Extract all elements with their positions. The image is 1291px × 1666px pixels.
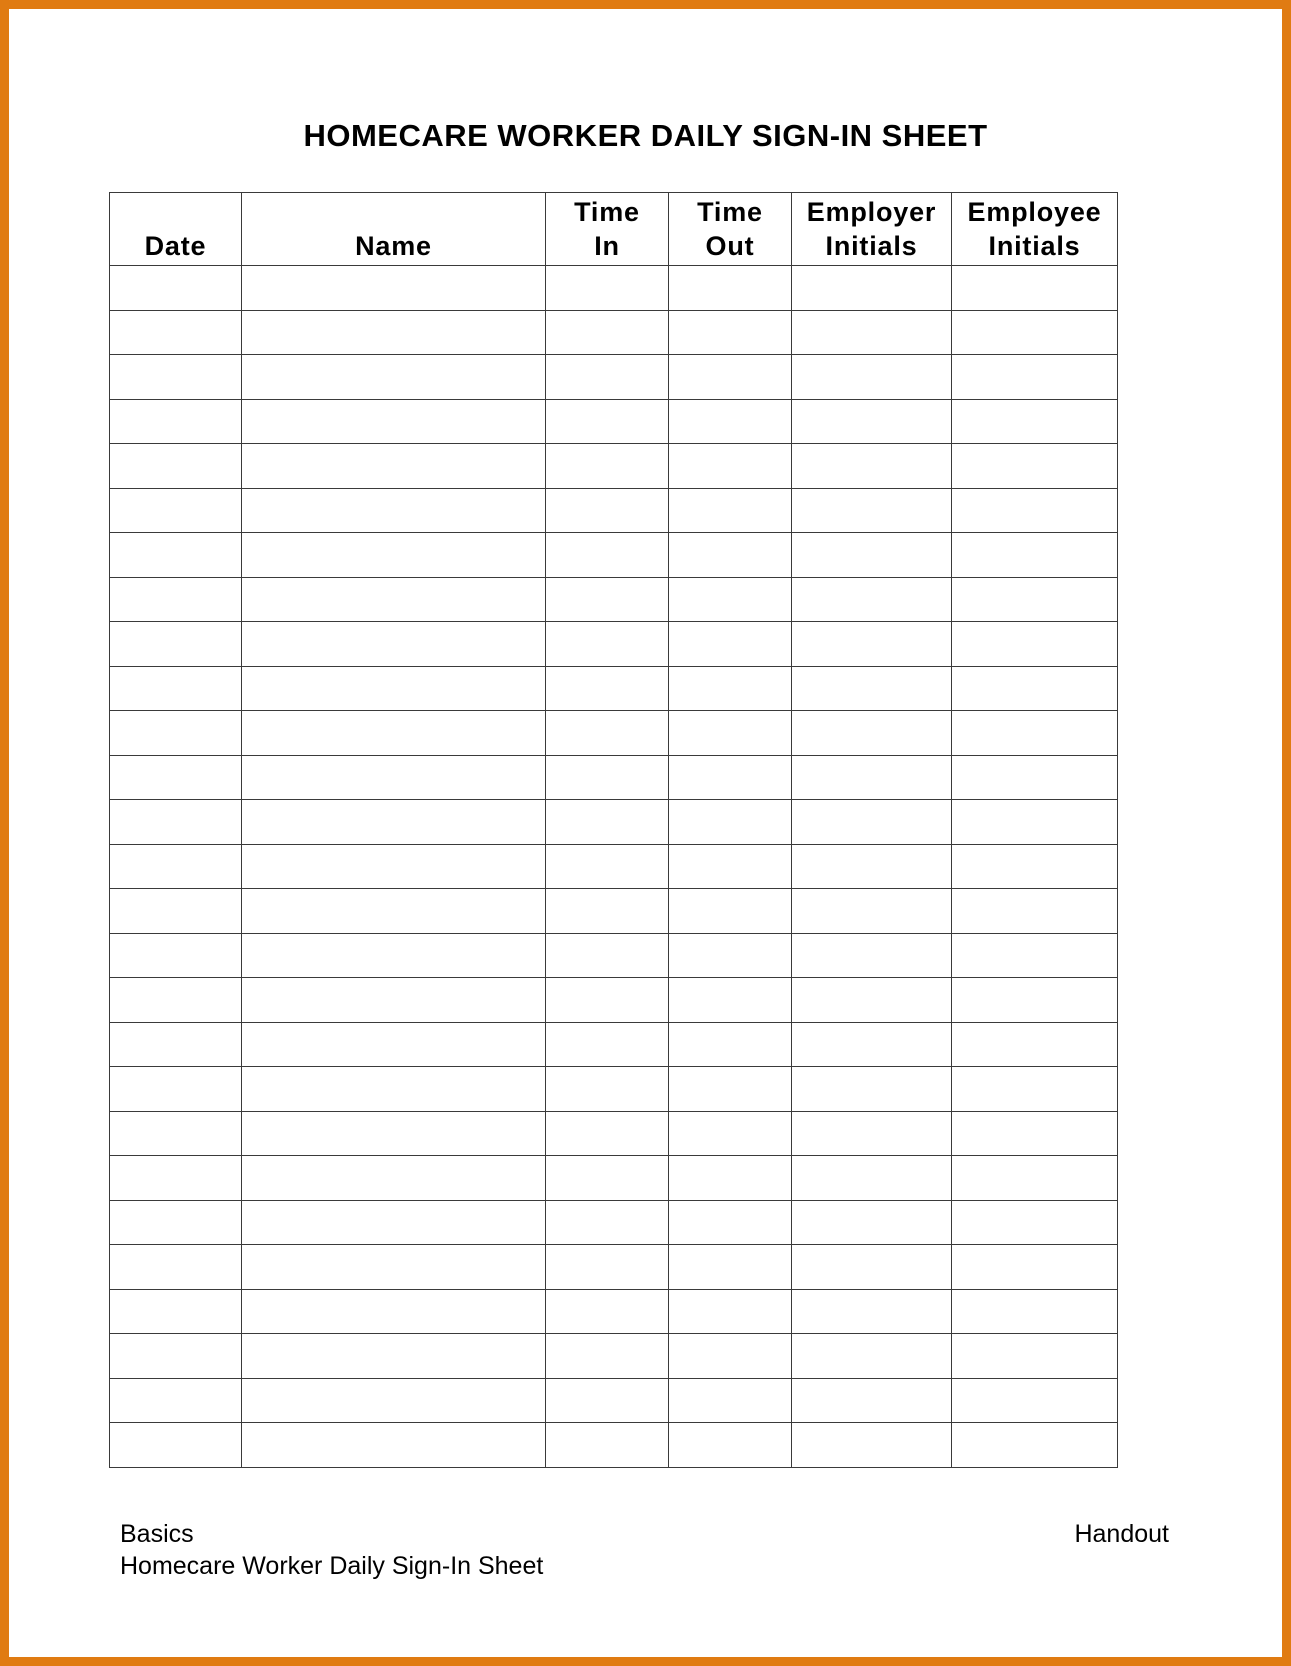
time-out-cell <box>669 399 792 444</box>
footer-section: Basics <box>120 1520 194 1548</box>
time-out-cell <box>669 488 792 533</box>
time-in-cell <box>546 1334 669 1379</box>
name-cell <box>242 1156 546 1201</box>
employee-initials-cell <box>952 533 1118 578</box>
time-in-cell <box>546 622 669 667</box>
time-in-cell <box>546 399 669 444</box>
table-row <box>110 1289 1118 1334</box>
table-row <box>110 755 1118 800</box>
time-out-cell <box>669 1156 792 1201</box>
name-cell <box>242 577 546 622</box>
employer-initials-cell <box>792 755 952 800</box>
column-header-line2: In <box>594 231 620 261</box>
name-cell <box>242 488 546 533</box>
column-header-employee-initials <box>952 193 1118 266</box>
time-in-cell <box>546 844 669 889</box>
table-row <box>110 1022 1118 1067</box>
employee-initials-cell <box>952 1067 1118 1112</box>
time-in-cell <box>546 533 669 578</box>
time-in-cell <box>546 978 669 1023</box>
time-out-cell <box>669 755 792 800</box>
table-row <box>110 1200 1118 1245</box>
time-out-cell <box>669 1022 792 1067</box>
time-in-cell <box>546 1289 669 1334</box>
name-cell <box>242 1067 546 1112</box>
name-cell <box>242 711 546 756</box>
footer-document-name: Homecare Worker Daily Sign-In Sheet <box>120 1552 544 1580</box>
time-in-cell <box>546 711 669 756</box>
time-in-cell <box>546 1200 669 1245</box>
date-cell <box>110 1378 242 1423</box>
time-in-cell <box>546 488 669 533</box>
time-in-cell <box>546 310 669 355</box>
employee-initials-cell <box>952 1378 1118 1423</box>
footer-handout-label: Handout <box>1074 1520 1169 1548</box>
table-row <box>110 1423 1118 1468</box>
employer-initials-cell <box>792 1156 952 1201</box>
time-in-cell <box>546 1378 669 1423</box>
date-cell <box>110 711 242 756</box>
employer-initials-cell <box>792 711 952 756</box>
employer-initials-cell <box>792 310 952 355</box>
time-in-cell <box>546 889 669 934</box>
employee-initials-cell <box>952 711 1118 756</box>
table-row <box>110 577 1118 622</box>
name-cell <box>242 533 546 578</box>
time-out-cell <box>669 1111 792 1156</box>
time-out-cell <box>669 1200 792 1245</box>
name-cell <box>242 933 546 978</box>
employee-initials-cell <box>952 444 1118 489</box>
employer-initials-cell <box>792 488 952 533</box>
name-cell <box>242 800 546 845</box>
name-cell <box>242 399 546 444</box>
time-in-cell <box>546 933 669 978</box>
employer-initials-cell <box>792 1289 952 1334</box>
date-cell <box>110 800 242 845</box>
employer-initials-cell <box>792 889 952 934</box>
employee-initials-cell <box>952 844 1118 889</box>
column-header-line1: Time <box>574 197 640 227</box>
date-cell <box>110 1067 242 1112</box>
time-out-cell <box>669 1245 792 1290</box>
name-cell <box>242 1111 546 1156</box>
employee-initials-cell <box>952 1022 1118 1067</box>
date-cell <box>110 978 242 1023</box>
employee-initials-cell <box>952 577 1118 622</box>
employer-initials-cell <box>792 1423 952 1468</box>
time-in-cell <box>546 1111 669 1156</box>
date-cell <box>110 355 242 400</box>
column-header-employer-initials <box>792 193 952 266</box>
name-cell <box>242 1289 546 1334</box>
table-row <box>110 310 1118 355</box>
name-cell <box>242 978 546 1023</box>
time-out-cell <box>669 1289 792 1334</box>
time-out-cell <box>669 711 792 756</box>
time-out-cell <box>669 444 792 489</box>
time-out-cell <box>669 1423 792 1468</box>
column-header-line1: Employee <box>967 197 1102 227</box>
table-row <box>110 666 1118 711</box>
employee-initials-cell <box>952 1289 1118 1334</box>
time-out-cell <box>669 533 792 578</box>
date-cell <box>110 889 242 934</box>
employer-initials-cell <box>792 933 952 978</box>
employee-initials-cell <box>952 1423 1118 1468</box>
employee-initials-cell <box>952 800 1118 845</box>
table-row <box>110 266 1118 311</box>
employer-initials-cell <box>792 577 952 622</box>
table-row <box>110 622 1118 667</box>
employee-initials-cell <box>952 1156 1118 1201</box>
time-in-cell <box>546 266 669 311</box>
name-cell <box>242 355 546 400</box>
employee-initials-cell <box>952 889 1118 934</box>
table-row <box>110 1111 1118 1156</box>
time-out-cell <box>669 800 792 845</box>
date-cell <box>110 1423 242 1468</box>
name-cell <box>242 1423 546 1468</box>
column-header-line2: Date <box>144 231 207 261</box>
time-out-cell <box>669 266 792 311</box>
column-header-name <box>242 193 546 266</box>
name-cell <box>242 444 546 489</box>
employer-initials-cell <box>792 444 952 489</box>
employee-initials-cell <box>952 666 1118 711</box>
name-cell <box>242 1245 546 1290</box>
table-row <box>110 444 1118 489</box>
table-row <box>110 844 1118 889</box>
table-row <box>110 1067 1118 1112</box>
time-in-cell <box>546 1156 669 1201</box>
employee-initials-cell <box>952 355 1118 400</box>
table-row <box>110 533 1118 578</box>
time-in-cell <box>546 577 669 622</box>
date-cell <box>110 1156 242 1201</box>
employee-initials-cell <box>952 1200 1118 1245</box>
column-header-line2: Out <box>705 231 755 261</box>
employer-initials-cell <box>792 1067 952 1112</box>
table-row <box>110 1245 1118 1290</box>
table-row <box>110 1156 1118 1201</box>
employer-initials-cell <box>792 844 952 889</box>
time-in-cell <box>546 1022 669 1067</box>
employer-initials-cell <box>792 1111 952 1156</box>
employer-initials-cell <box>792 622 952 667</box>
table-row <box>110 355 1118 400</box>
date-cell <box>110 755 242 800</box>
table-row <box>110 978 1118 1023</box>
table-body <box>110 266 1118 1468</box>
time-in-cell <box>546 444 669 489</box>
date-cell <box>110 488 242 533</box>
date-cell <box>110 1289 242 1334</box>
table-row <box>110 1334 1118 1379</box>
date-cell <box>110 1200 242 1245</box>
employee-initials-cell <box>952 266 1118 311</box>
employer-initials-cell <box>792 355 952 400</box>
name-cell <box>242 1334 546 1379</box>
name-cell <box>242 666 546 711</box>
employee-initials-cell <box>952 399 1118 444</box>
column-header-line2: Name <box>355 231 432 261</box>
employer-initials-cell <box>792 1334 952 1379</box>
name-cell <box>242 622 546 667</box>
employer-initials-cell <box>792 399 952 444</box>
employer-initials-cell <box>792 800 952 845</box>
name-cell <box>242 1200 546 1245</box>
name-cell <box>242 844 546 889</box>
time-out-cell <box>669 978 792 1023</box>
name-cell <box>242 310 546 355</box>
time-in-cell <box>546 666 669 711</box>
table-row <box>110 933 1118 978</box>
column-header-line1: Employer <box>806 197 937 227</box>
time-in-cell <box>546 755 669 800</box>
employer-initials-cell <box>792 666 952 711</box>
employee-initials-cell <box>952 1334 1118 1379</box>
time-out-cell <box>669 577 792 622</box>
table-row <box>110 800 1118 845</box>
employer-initials-cell <box>792 533 952 578</box>
date-cell <box>110 933 242 978</box>
column-header-time-in <box>546 193 669 266</box>
employer-initials-cell <box>792 1245 952 1290</box>
time-in-cell <box>546 1067 669 1112</box>
time-out-cell <box>669 933 792 978</box>
table-row <box>110 711 1118 756</box>
employee-initials-cell <box>952 978 1118 1023</box>
time-in-cell <box>546 1245 669 1290</box>
date-cell <box>110 444 242 489</box>
employee-initials-cell <box>952 755 1118 800</box>
employee-initials-cell <box>952 310 1118 355</box>
time-in-cell <box>546 355 669 400</box>
date-cell <box>110 1334 242 1379</box>
time-out-cell <box>669 666 792 711</box>
date-cell <box>110 266 242 311</box>
date-cell <box>110 622 242 667</box>
time-in-cell <box>546 1423 669 1468</box>
time-out-cell <box>669 622 792 667</box>
column-header-line2: Initials <box>988 231 1081 261</box>
employee-initials-cell <box>952 1245 1118 1290</box>
table-row <box>110 488 1118 533</box>
employer-initials-cell <box>792 266 952 311</box>
date-cell <box>110 844 242 889</box>
date-cell <box>110 1022 242 1067</box>
date-cell <box>110 577 242 622</box>
employer-initials-cell <box>792 1022 952 1067</box>
time-out-cell <box>669 355 792 400</box>
name-cell <box>242 1378 546 1423</box>
sign-in-table <box>109 192 1118 1468</box>
date-cell <box>110 1111 242 1156</box>
employee-initials-cell <box>952 933 1118 978</box>
name-cell <box>242 889 546 934</box>
column-header-line2: Initials <box>825 231 918 261</box>
employer-initials-cell <box>792 978 952 1023</box>
column-header-date <box>110 193 242 266</box>
time-out-cell <box>669 1378 792 1423</box>
date-cell <box>110 1245 242 1290</box>
date-cell <box>110 533 242 578</box>
table-row <box>110 399 1118 444</box>
employer-initials-cell <box>792 1378 952 1423</box>
name-cell <box>242 1022 546 1067</box>
time-out-cell <box>669 844 792 889</box>
page-title: HOMECARE WORKER DAILY SIGN-IN SHEET <box>303 118 988 153</box>
header-row <box>110 193 1118 266</box>
column-header-time-out <box>669 193 792 266</box>
column-header-line1: Time <box>697 197 763 227</box>
time-out-cell <box>669 1067 792 1112</box>
name-cell <box>242 266 546 311</box>
time-out-cell <box>669 889 792 934</box>
name-cell <box>242 755 546 800</box>
time-out-cell <box>669 310 792 355</box>
date-cell <box>110 666 242 711</box>
employee-initials-cell <box>952 622 1118 667</box>
time-in-cell <box>546 800 669 845</box>
date-cell <box>110 310 242 355</box>
table-row <box>110 889 1118 934</box>
footer-left <box>120 1518 543 1582</box>
date-cell <box>110 399 242 444</box>
employee-initials-cell <box>952 488 1118 533</box>
table-row <box>110 1378 1118 1423</box>
time-out-cell <box>669 1334 792 1379</box>
employee-initials-cell <box>952 1111 1118 1156</box>
employer-initials-cell <box>792 1200 952 1245</box>
